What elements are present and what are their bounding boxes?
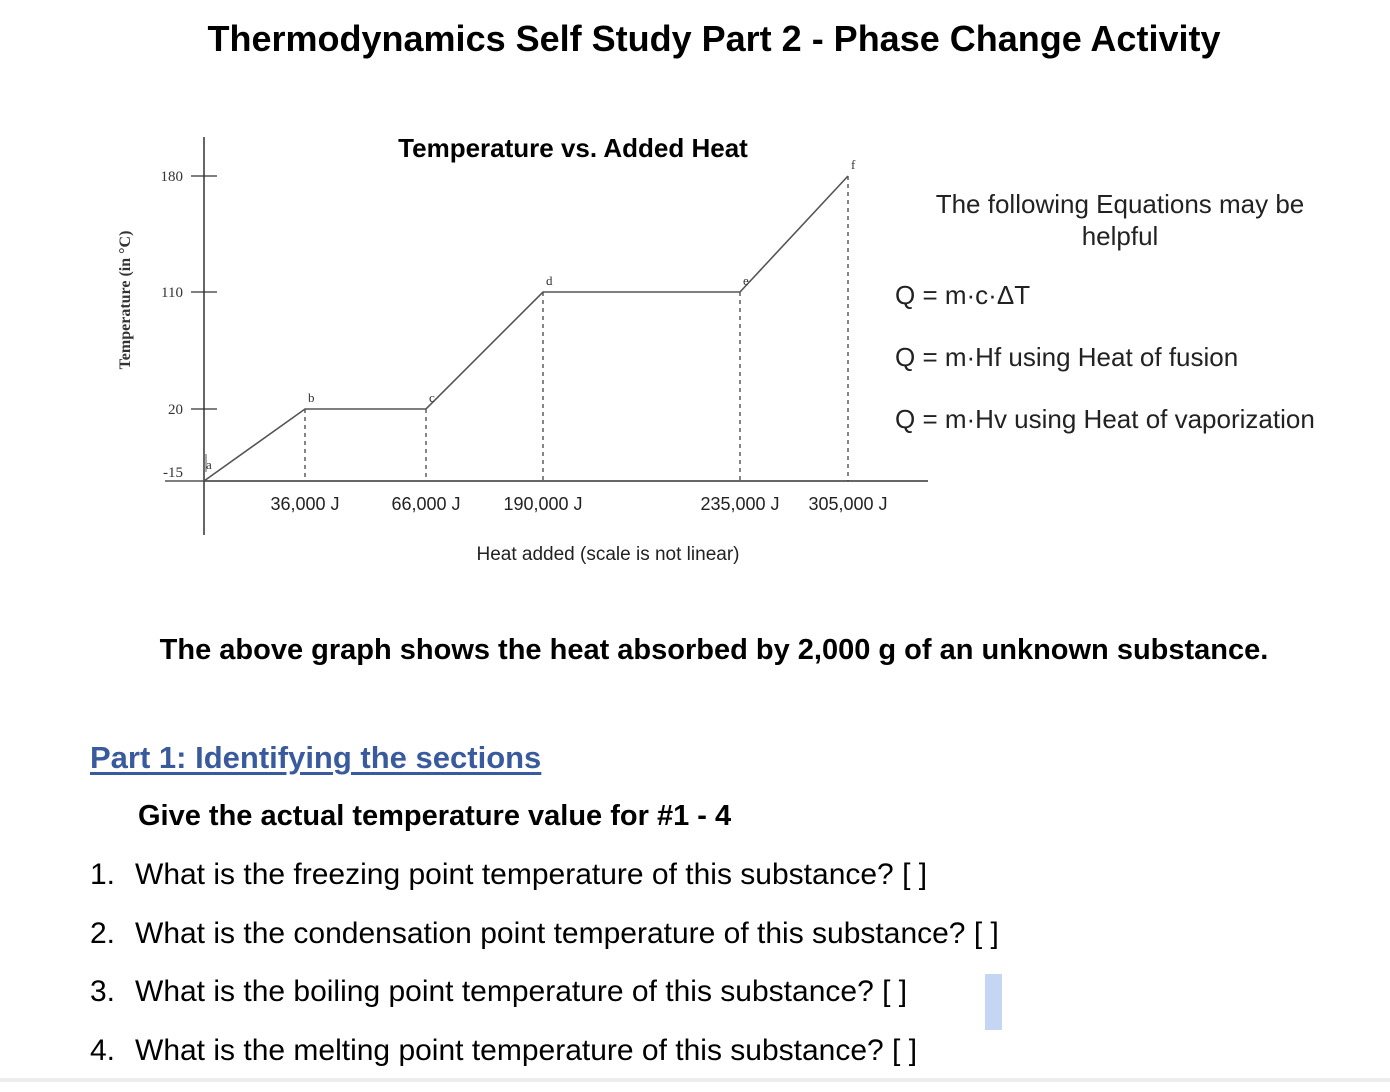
point-label-a: a bbox=[206, 457, 212, 472]
document-title: Thermodynamics Self Study Part 2 - Phase Change Activity bbox=[0, 18, 1390, 60]
question-text: What is the condensation point temperature of this substance? [ ] bbox=[135, 917, 999, 950]
point-label-e: e bbox=[743, 273, 749, 288]
chart-title: Temperature vs. Added Heat bbox=[398, 133, 748, 163]
x-tick-label: 66,000 J bbox=[391, 494, 460, 514]
x-tick-label: 235,000 J bbox=[700, 494, 779, 514]
part1-instruction: Give the actual temperature value for #1 - 4 bbox=[138, 800, 731, 833]
x-tick-label: 36,000 J bbox=[270, 494, 339, 514]
chart-labels bbox=[117, 133, 888, 565]
y-tick-label: -15 bbox=[163, 465, 183, 481]
x-tick-label: 305,000 J bbox=[808, 494, 887, 514]
chart-series bbox=[204, 176, 848, 481]
point-label-f: f bbox=[851, 157, 856, 172]
question-item[interactable] bbox=[90, 858, 999, 917]
y-tick-label: 180 bbox=[161, 169, 184, 185]
equation-specific-heat: Q = m·c·ΔT bbox=[895, 280, 1030, 311]
point-label-b: b bbox=[308, 390, 315, 405]
question-text: What is the melting point temperature of this substance? [ ] bbox=[135, 1034, 917, 1067]
question-list bbox=[90, 858, 999, 1092]
question-number: 3. bbox=[90, 975, 135, 1009]
chart-drop-lines bbox=[305, 176, 848, 481]
question-number: 1. bbox=[90, 858, 135, 892]
graph-statement: The above graph shows the heat absorbed by 2,000 g of an unknown substance. bbox=[0, 634, 1390, 667]
x-tick-label: 190,000 J bbox=[503, 494, 582, 514]
x-axis-label: Heat added (scale is not linear) bbox=[477, 544, 740, 565]
equations-panel bbox=[895, 188, 1355, 252]
page-bottom-divider bbox=[0, 1078, 1390, 1082]
text-selection-cursor bbox=[985, 974, 1002, 1030]
y-tick-label: 110 bbox=[161, 285, 183, 301]
question-number: 4. bbox=[90, 1034, 135, 1068]
question-item[interactable] bbox=[90, 975, 999, 1034]
question-item[interactable] bbox=[90, 1034, 999, 1092]
point-label-c: c bbox=[429, 390, 435, 405]
question-number: 2. bbox=[90, 917, 135, 951]
question-text: What is the freezing point temperature of this substance? [ ] bbox=[135, 858, 927, 891]
equation-heat-of-fusion: Q = m·Hf using Heat of fusion bbox=[895, 342, 1238, 373]
heating-curve-line bbox=[204, 176, 848, 481]
equations-heading: The following Equations may be helpful bbox=[895, 188, 1345, 252]
point-label-d: d bbox=[546, 273, 553, 288]
y-axis-label: Temperature (in °C) bbox=[117, 231, 134, 370]
y-tick-label: 20 bbox=[168, 402, 183, 418]
question-item[interactable] bbox=[90, 917, 999, 976]
question-text: What is the boiling point temperature of this substance? [ ] bbox=[135, 975, 907, 1008]
equation-heat-of-vaporization: Q = m·Hv using Heat of vaporization bbox=[895, 404, 1315, 435]
chart-axes bbox=[165, 137, 928, 535]
part1-heading-link[interactable]: Part 1: Identifying the sections bbox=[90, 740, 541, 776]
